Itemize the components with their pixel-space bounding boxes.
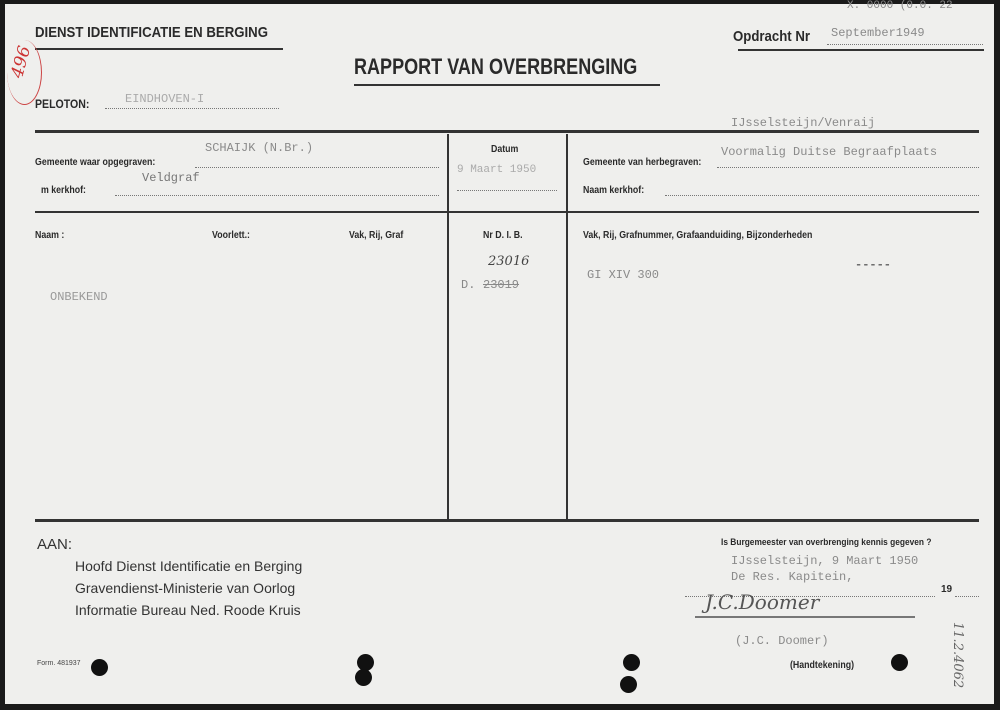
nr-dib-label: Nr D. I. B. xyxy=(483,230,523,241)
divider xyxy=(35,211,979,213)
signature-underline xyxy=(695,616,915,618)
handwritten-number: 496 xyxy=(7,43,36,81)
burgemeester-question: Is Burgemeester van overbrenging kennis gegeven ? xyxy=(721,537,932,548)
divider xyxy=(354,84,660,86)
dotted-line xyxy=(195,167,439,168)
page-title: RAPPORT VAN OVERBRENGING xyxy=(354,54,638,79)
punch-hole xyxy=(623,654,640,671)
addressee: Gravendienst-Ministerie van Oorlog xyxy=(75,580,296,596)
datum-label: Datum xyxy=(491,144,519,155)
dib-prefix: D. xyxy=(461,278,476,292)
org-name: DIENST IDENTIFICATIE EN BERGING xyxy=(35,24,268,41)
details-dashes: ----- xyxy=(855,258,892,272)
opdracht-value: September1949 xyxy=(831,26,925,40)
gemeente-opgegraven-label: Gemeente waar opgegraven: xyxy=(35,157,156,168)
gemeente-herbegraven-value: Voormalig Duitse Begraafplaats xyxy=(721,145,938,159)
gemeente-herbegraven-label: Gemeente van herbegraven: xyxy=(583,157,702,168)
dotted-line xyxy=(665,195,979,196)
rank: De Res. Kapitein, xyxy=(731,570,854,584)
dib-struck: 23019 xyxy=(483,278,520,292)
year-prefix: 19 xyxy=(941,584,953,595)
punch-hole xyxy=(91,659,108,676)
side-number: 11.2.4062 xyxy=(950,622,965,689)
divider xyxy=(738,49,984,51)
gemeente-opgegraven-value: SCHAIJK (N.Br.) xyxy=(205,141,314,155)
peloton-label: PELOTON: xyxy=(35,97,90,111)
form-number: Form. 481937 xyxy=(37,660,81,667)
details-value: GI XIV 300 xyxy=(587,268,660,282)
divider xyxy=(566,134,568,519)
dib-handwritten: 23016 xyxy=(488,254,530,269)
divider xyxy=(35,130,979,133)
signer-name: (J.C. Doomer) xyxy=(735,634,829,648)
peloton-value: EINDHOVEN-I xyxy=(125,92,205,106)
kerkhof-label: m kerkhof: xyxy=(41,185,86,196)
kerkhof-value: Veldgraf xyxy=(142,171,200,185)
aan-label: AAN: xyxy=(37,536,73,553)
addressee: Hoofd Dienst Identificatie en Berging xyxy=(75,558,303,574)
naam-value: ONBEKEND xyxy=(50,290,108,304)
voorlett-label: Voorlett.: xyxy=(212,230,250,241)
divider xyxy=(35,519,979,522)
place-date: IJsselsteijn, 9 Maart 1950 xyxy=(731,554,919,568)
dotted-line xyxy=(955,596,979,597)
punch-hole xyxy=(891,654,908,671)
naam-kerkhof-label: Naam kerkhof: xyxy=(583,185,645,196)
herbegraven-place: IJsselsteijn/Venraij xyxy=(731,116,876,130)
vak-rij-graf-label: Vak, Rij, Graf xyxy=(349,230,404,241)
handtekening-label: (Handtekening) xyxy=(790,660,855,671)
details-label: Vak, Rij, Grafnummer, Grafaanduiding, Bijzonderheden xyxy=(583,230,813,241)
punch-hole xyxy=(620,676,637,693)
opdracht-label: Opdracht Nr xyxy=(733,28,811,45)
divider xyxy=(35,48,283,50)
dotted-line xyxy=(105,108,279,109)
document-page xyxy=(5,0,994,704)
addressee: Informatie Bureau Ned. Roode Kruis xyxy=(75,602,301,618)
datum-value: 9 Maart 1950 xyxy=(457,164,537,176)
dotted-line xyxy=(827,44,983,45)
top-right-note: X. 0000 (0.0. 22 xyxy=(847,0,953,12)
punch-hole xyxy=(355,669,372,686)
signature: J.C.Doomer xyxy=(705,590,820,614)
dotted-line xyxy=(115,195,439,196)
dotted-line xyxy=(717,167,979,168)
divider xyxy=(447,134,449,519)
dotted-line xyxy=(457,190,557,191)
naam-label: Naam : xyxy=(35,230,65,241)
